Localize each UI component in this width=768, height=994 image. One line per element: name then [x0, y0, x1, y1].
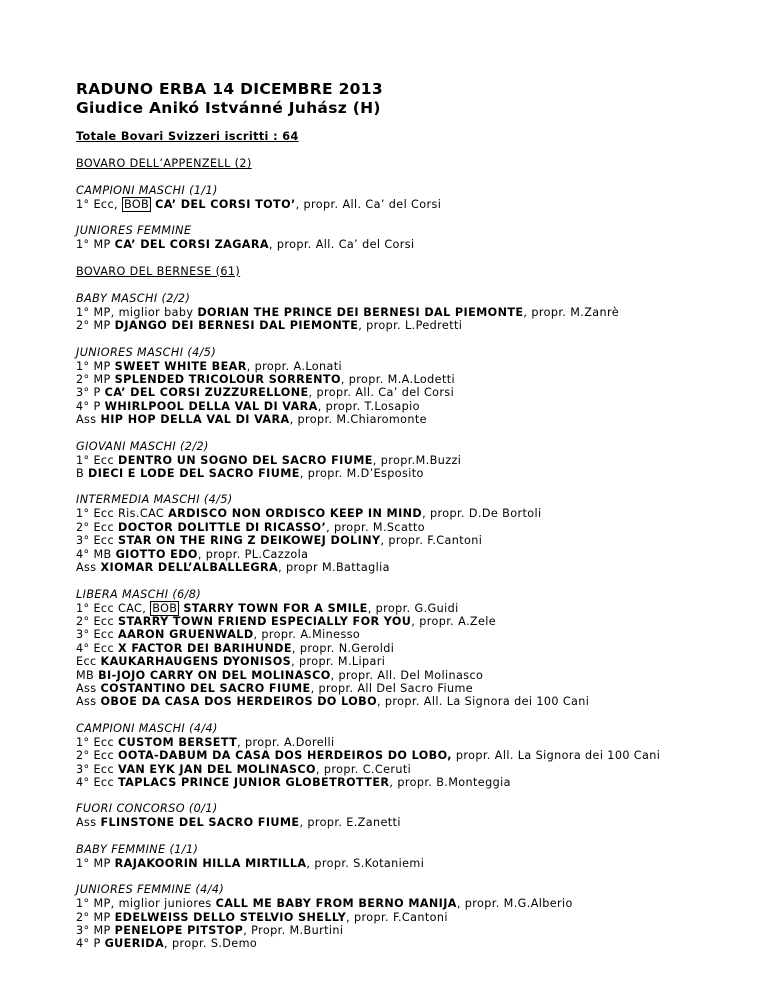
- entry-rating: 3° Ecc: [76, 628, 115, 642]
- owner-info: , propr M.Battaglia: [278, 561, 390, 575]
- entry-row: [76, 736, 716, 749]
- entry-rating: 4° MB: [76, 547, 112, 561]
- results-content: [76, 157, 716, 951]
- dog-name: OBOE DA CASA DOS HERDEIROS DO LOBO: [100, 695, 377, 709]
- dog-name: DORIAN THE PRINCE DEI BERNESI DAL PIEMONTE: [197, 305, 524, 319]
- entry-rating: 2° Ecc: [76, 749, 115, 763]
- class-heading: JUNIORES FEMMINE: [76, 224, 192, 238]
- entry-row: [76, 521, 716, 534]
- entry-row: [76, 682, 716, 695]
- entry-row: [76, 413, 716, 426]
- owner-info: , propr. All. Ca’ del Corsi: [295, 198, 442, 211]
- dog-name: STAR ON THE RING Z DEIKOWEJ DOLINY: [118, 534, 381, 548]
- owner-info: , propr. All. Ca’ del Corsi: [308, 386, 455, 400]
- owner-info: , propr. N.Geroldi: [291, 641, 395, 655]
- dog-name: ARDISCO NON ORDISCO KEEP IN MIND: [168, 507, 423, 521]
- entry-rating: 1° Ecc,: [76, 198, 118, 211]
- entry-row: [76, 386, 716, 399]
- class-heading: LIBERA MASCHI (6/8): [76, 587, 202, 601]
- entry-row: [76, 763, 716, 776]
- dog-name: XIOMAR DELL’ALBALLEGRA: [100, 561, 279, 575]
- entry-rating: 4° P: [76, 399, 101, 413]
- entry-row: [76, 198, 716, 211]
- entry-rating: 2° MP: [76, 319, 111, 333]
- breed-heading: BOVARO DELL’APPENZELL (2): [76, 157, 252, 170]
- entry-row: [76, 615, 716, 628]
- dog-name: CALL ME BABY FROM BERNO MANIJA: [215, 897, 457, 911]
- dog-name: SPLENDED TRICOLOUR SORRENTO: [114, 373, 341, 387]
- entry-rating: Ass: [76, 413, 97, 427]
- entry-row: [76, 911, 716, 924]
- breed-heading: BOVARO DEL BERNESE (61): [76, 264, 241, 278]
- entry-row: [76, 561, 716, 574]
- dog-name: CA’ DEL CORSI TOTO’: [155, 198, 296, 211]
- entry-row: [76, 306, 716, 319]
- owner-info: , propr. T.Losapio: [317, 399, 420, 413]
- bob-badge: BOB: [152, 601, 178, 615]
- owner-info: , propr. M.A.Lodetti: [340, 373, 456, 387]
- dog-name: X FACTOR DEI BARIHUNDE: [118, 641, 292, 655]
- entry-row: [76, 534, 716, 547]
- dog-name: BI-JOJO CARRY ON DEL MOLINASCO: [98, 668, 331, 682]
- owner-info: , propr. PL.Cazzola: [197, 547, 309, 561]
- entry-row: [76, 454, 716, 467]
- owner-info: , propr. All. Del Molinasco: [330, 668, 484, 682]
- dog-name: SWEET WHITE BEAR: [114, 359, 247, 373]
- class-heading: JUNIORES FEMMINE (4/4): [76, 883, 225, 897]
- entry-rating: 4° Ecc: [76, 775, 115, 789]
- entry-row: [76, 238, 716, 251]
- owner-info: , propr. A.Zele: [411, 614, 497, 628]
- dog-name: OOTA-DABUM DA CASA DOS HERDEIROS DO LOBO,: [118, 749, 452, 763]
- dog-name: DENTRO UN SOGNO DEL SACRO FIUME: [118, 453, 373, 467]
- class-heading: BABY MASCHI (2/2): [76, 291, 191, 305]
- entry-rating: 2° MP: [76, 373, 111, 387]
- entry-rating: 2° Ecc: [76, 520, 115, 534]
- entry-rating: 1° MP, miglior baby: [76, 305, 194, 319]
- entry-row: [76, 749, 716, 762]
- owner-info: , propr. All. La Signora dei 100 Cani: [377, 695, 590, 709]
- entry-rating: 3° MP: [76, 924, 111, 937]
- entry-row: [76, 642, 716, 655]
- owner-info: , propr.M.Buzzi: [372, 453, 462, 467]
- document-page: [76, 80, 716, 951]
- owner-info: , propr. D.De Bortoli: [422, 507, 542, 521]
- bob-badge: BOB: [123, 198, 150, 211]
- owner-info: , propr. M.Chiaromonte: [289, 413, 427, 427]
- entry-row: [76, 548, 716, 561]
- owner-info: , propr. S.Demo: [164, 937, 258, 951]
- entry-row: [76, 857, 716, 870]
- entry-rating: B: [76, 467, 85, 481]
- entry-row: [76, 669, 716, 682]
- class-heading: FUORI CONCORSO (0/1): [76, 802, 218, 816]
- entry-rating: 1° Ecc CAC,: [76, 601, 147, 615]
- entry-rating: 3° P: [76, 386, 101, 400]
- dog-name: COSTANTINO DEL SACRO FIUME: [100, 681, 311, 695]
- entry-row: [76, 319, 716, 332]
- class-heading: JUNIORES MASCHI (4/5): [76, 345, 217, 359]
- dog-name: FLINSTONE DEL SACRO FIUME: [100, 816, 300, 830]
- dog-name: GIOTTO EDO: [115, 547, 198, 561]
- owner-info: , propr. A.Dorelli: [237, 735, 335, 749]
- owner-info: , propr. All Del Sacro Fiume: [310, 681, 474, 695]
- entry-rating: 1° MP: [76, 359, 111, 373]
- owner-info: , propr. F.Cantoni: [380, 534, 483, 548]
- entry-row: [76, 373, 716, 386]
- entry-rating: Ass: [76, 681, 97, 695]
- entry-rating: Ass: [76, 695, 97, 709]
- class-heading: GIOVANI MASCHI (2/2): [76, 439, 209, 453]
- entry-row: [76, 628, 716, 641]
- entry-row: [76, 897, 716, 910]
- entry-rating: Ass: [76, 561, 97, 575]
- dog-name: AARON GRUENWALD: [118, 628, 254, 642]
- dog-name: TAPLACS PRINCE JUNIOR GLOBETROTTER: [118, 775, 390, 789]
- entry-row: [76, 655, 716, 668]
- entry-rating: 2° MP: [76, 910, 111, 924]
- owner-info: , propr. L.Pedretti: [358, 319, 463, 333]
- total-entries: Totale Bovari Svizzeri iscritti : 64: [76, 130, 299, 143]
- entry-rating: Ecc: [76, 655, 97, 669]
- owner-info: , propr. G.Guidi: [367, 601, 459, 615]
- entry-rating: 3° Ecc: [76, 762, 115, 776]
- owner-info: , propr. M.D’Esposito: [299, 467, 424, 481]
- dog-name: KAUKARHAUGENS DYONISOS: [100, 655, 292, 669]
- owner-info: , propr. S.Kotaniemi: [306, 856, 425, 870]
- entry-row: [76, 776, 716, 789]
- entry-row: [76, 937, 716, 950]
- entry-row: [76, 507, 716, 520]
- class-heading: BABY FEMMINE (1/1): [76, 842, 199, 856]
- dog-name: STARRY TOWN FRIEND ESPECIALLY FOR YOU: [118, 614, 412, 628]
- owner-info: , propr. B.Monteggia: [389, 775, 511, 789]
- dog-name: CA’ DEL CORSI ZAGARA: [114, 238, 269, 252]
- owner-info: propr. All. La Signora dei 100 Cani: [451, 749, 661, 763]
- dog-name: CA’ DEL CORSI ZUZZURELLONE: [104, 386, 309, 400]
- owner-info: , propr. C.Ceruti: [315, 762, 412, 776]
- owner-info: , propr. F.Cantoni: [346, 910, 448, 924]
- dog-name: DJANGO DEI BERNESI DAL PIEMONTE: [114, 319, 359, 333]
- owner-info: , propr. E.Zanetti: [299, 816, 401, 830]
- owner-info: , propr. M.G.Alberio: [456, 897, 573, 911]
- dog-name: STARRY TOWN FOR A SMILE: [183, 601, 368, 615]
- class-heading: INTERMEDIA MASCHI (4/5): [76, 493, 233, 507]
- class-heading: CAMPIONI MASCHI (4/4): [76, 721, 218, 735]
- entry-row: [76, 467, 716, 480]
- entry-rating: 4° Ecc: [76, 641, 115, 655]
- entry-rating: 1° MP: [76, 238, 111, 252]
- owner-info: , propr. M.Zanrè: [523, 305, 620, 319]
- dog-name: VAN EYK JAN DEL MOLINASCO: [118, 762, 316, 776]
- owner-info: , propr. M.Lipari: [291, 655, 386, 669]
- dog-name: DIECI E LODE DEL SACRO FIUME: [88, 467, 300, 481]
- dog-name: WHIRLPOOL DELLA VAL DI VARA: [104, 399, 318, 413]
- dog-name: PENELOPE PITSTOP: [114, 924, 244, 937]
- judge-line: Giudice Anikó Istvánné Juhász (H): [76, 99, 381, 117]
- entry-row: [76, 400, 716, 413]
- entry-rating: 2° Ecc: [76, 614, 115, 628]
- entry-rating: 1° Ecc: [76, 453, 115, 467]
- owner-info: , propr. A.Minesso: [253, 628, 361, 642]
- entry-rating: 1° MP: [76, 856, 111, 870]
- entry-rating: 4° P: [76, 937, 101, 951]
- dog-name: CUSTOM BERSETT: [118, 735, 238, 749]
- dog-name: HIP HOP DELLA VAL DI VARA: [100, 413, 290, 427]
- owner-info: , propr. A.Lonati: [246, 359, 343, 373]
- dog-name: EDELWEISS DELLO STELVIO SHELLY: [114, 910, 347, 924]
- class-heading: CAMPIONI MASCHI (1/1): [76, 184, 218, 197]
- entry-rating: 3° Ecc: [76, 534, 115, 548]
- entry-rating: 1° Ecc: [76, 735, 115, 749]
- entry-row: [76, 360, 716, 373]
- owner-info: , propr. All. Ca’ del Corsi: [268, 238, 415, 252]
- owner-info: , Propr. M.Burtini: [243, 924, 344, 937]
- entry-row: [76, 602, 716, 615]
- entry-rating: 1° Ecc Ris.CAC: [76, 507, 165, 521]
- dog-name: GUERIDA: [104, 937, 165, 951]
- entry-rating: 1° MP, miglior juniores: [76, 897, 212, 911]
- dog-name: RAJAKOORIN HILLA MIRTILLA: [114, 856, 307, 870]
- owner-info: , propr. M.Scatto: [326, 520, 426, 534]
- entry-row: [76, 924, 716, 937]
- dog-name: DOCTOR DOLITTLE DI RICASSO’: [118, 520, 327, 534]
- entry-row: [76, 816, 716, 829]
- entry-row: [76, 695, 716, 708]
- entry-rating: Ass: [76, 816, 97, 830]
- document-title: RADUNO ERBA 14 DICEMBRE 2013: [76, 80, 383, 98]
- entry-rating: MB: [76, 668, 95, 682]
